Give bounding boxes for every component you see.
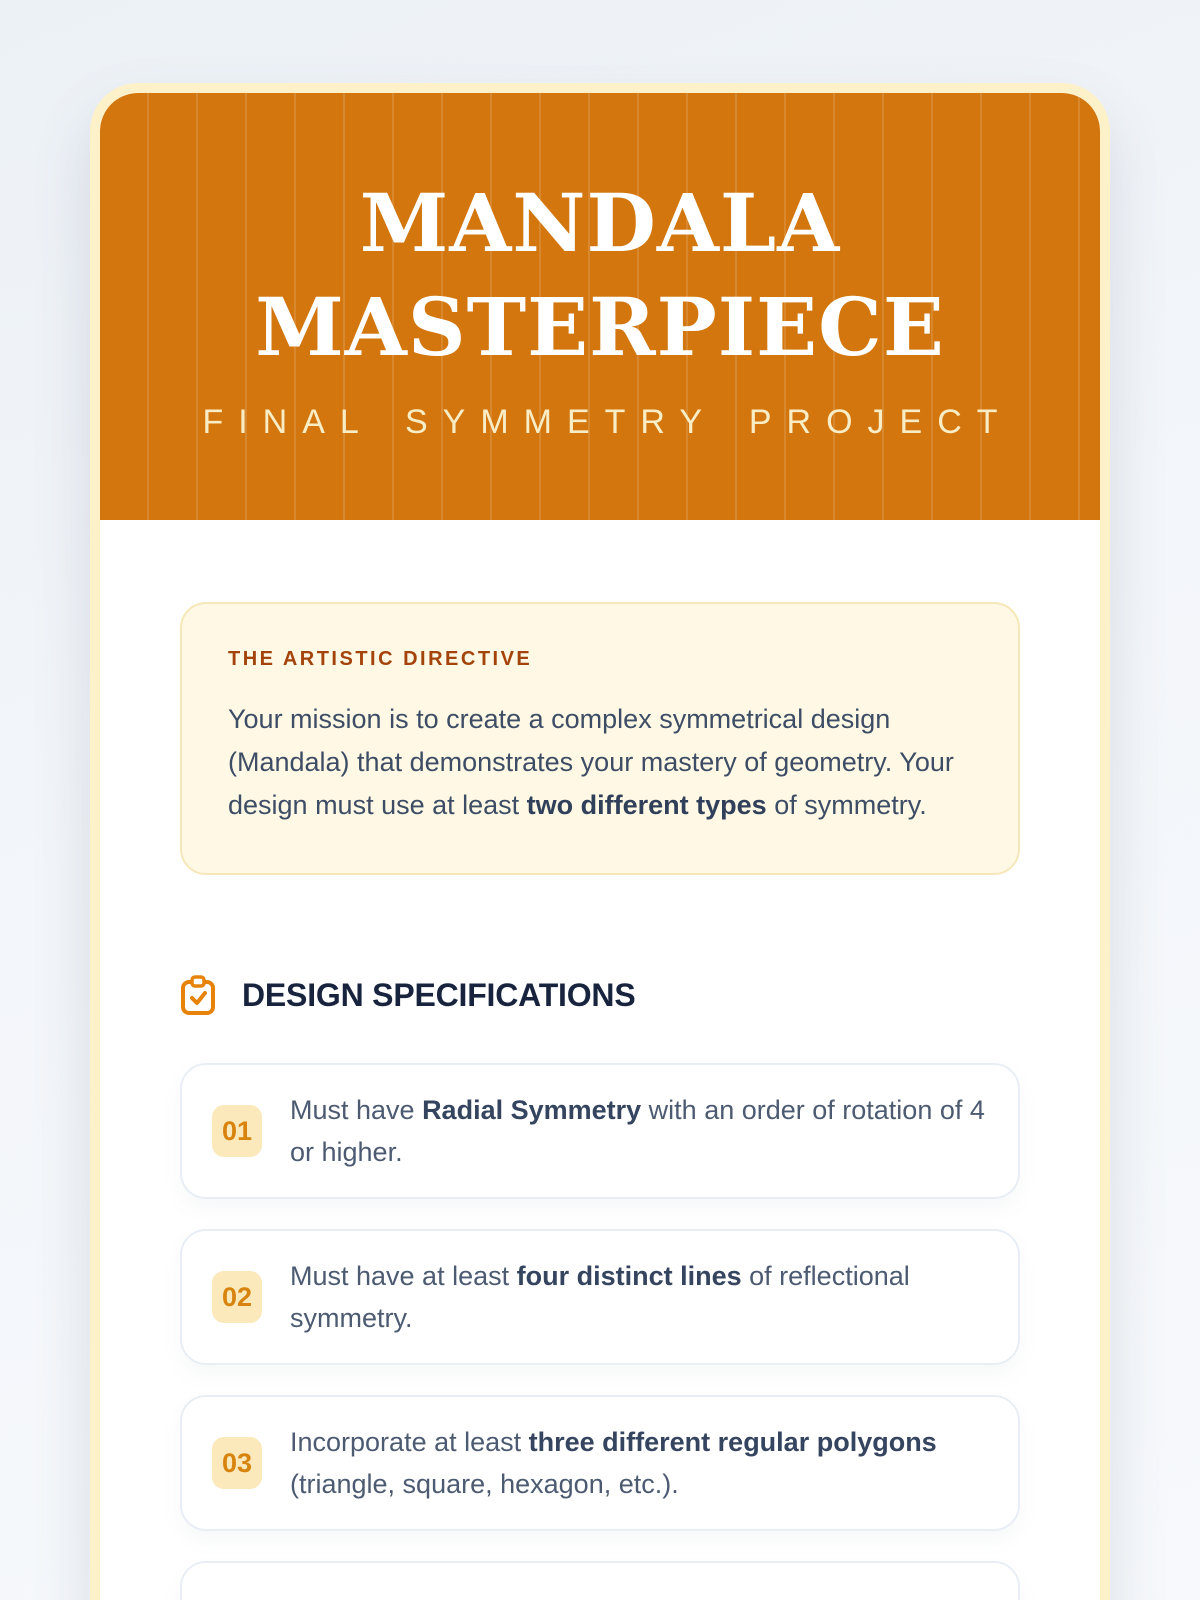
spec-text [290,1421,988,1505]
worksheet-header [100,93,1100,520]
directive-text-bold: two different types [526,790,767,820]
spec-item-01 [180,1063,1020,1199]
spec-text-after: (triangle, square, hexagon, etc.). [290,1469,679,1499]
spec-number-badge: 02 [212,1271,262,1323]
directive-text-after: of symmetry. [766,790,927,820]
spec-list [180,1063,1020,1600]
spec-item-04-partial [180,1561,1020,1600]
spec-text-before: Must have [290,1095,423,1125]
spec-item-02 [180,1229,1020,1365]
spec-text-after: of reflectional symmetry. [290,1261,910,1333]
page-title [255,171,945,379]
spec-text-after: with an order of rotation of 4 or higher. [290,1095,985,1167]
design-specifications-heading [180,975,1020,1015]
worksheet-body [100,520,1100,1600]
worksheet-card [90,83,1110,1600]
clipboard-check-icon [180,975,216,1015]
directive-text-before: Your mission is to create a complex symmetrical design (Mandala) that demonstrates your mastery of geometry. Your design must use at least [228,704,954,820]
spec-text [290,1255,988,1339]
spec-text [290,1089,988,1173]
spec-number-badge: 01 [212,1105,262,1157]
spec-text-bold: three different regular polygons [528,1427,937,1457]
directive-heading: THE ARTISTIC DIRECTIVE [228,648,533,670]
page-title-line-2: MASTERPIECE [255,280,945,374]
spec-text-before: Incorporate at least [290,1427,529,1457]
section-title: DESIGN SPECIFICATIONS [242,976,636,1013]
directive-text [228,698,972,827]
page-title-line-1: MANDALA [359,176,841,270]
spec-text-bold: Radial Symmetry [422,1095,642,1125]
spec-text-bold: four distinct lines [516,1261,742,1291]
spec-text-before: Must have at least [290,1261,517,1291]
artistic-directive-callout [180,602,1020,875]
page-subtitle: FINAL SYMMETRY PROJECT [202,403,1013,441]
spec-number-badge: 03 [212,1437,262,1489]
spec-item-03 [180,1395,1020,1531]
